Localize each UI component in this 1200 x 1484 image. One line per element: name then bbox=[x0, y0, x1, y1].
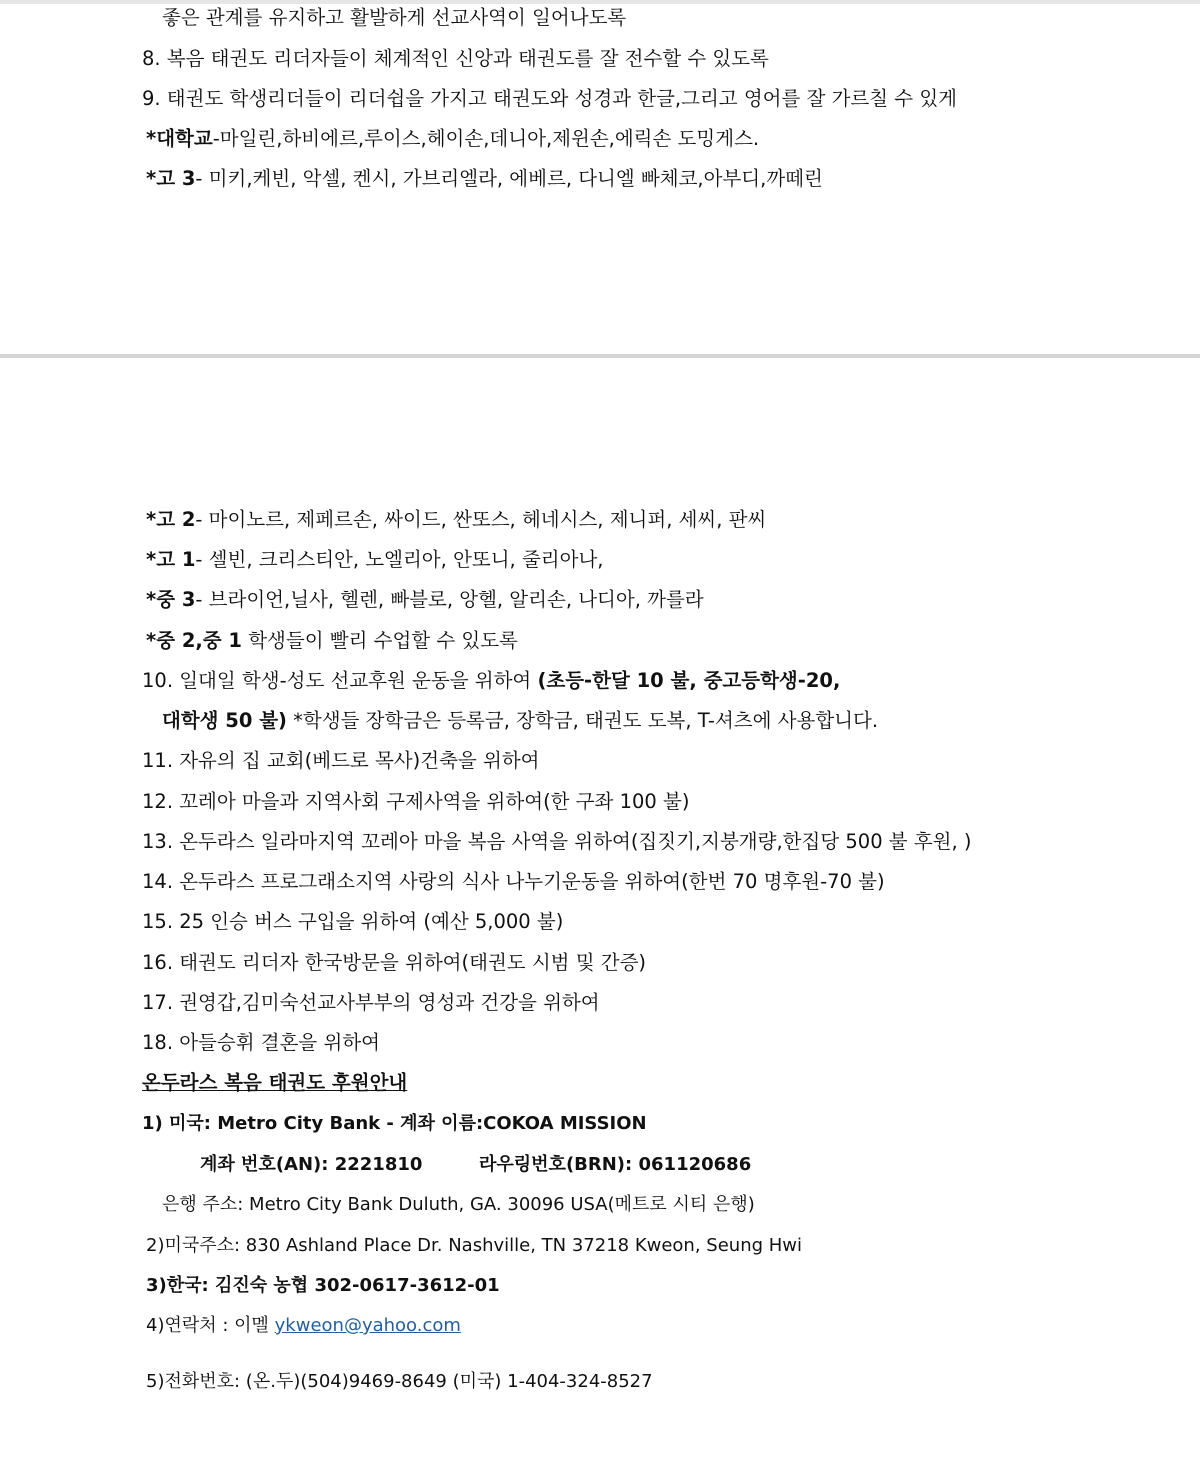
item-text: *학생들 장학금은 등록금, 장학금, 태권도 도복, T-셔츠에 사용합니다. bbox=[286, 709, 879, 732]
group-names: - 셀빈, 크리스티안, 노엘리아, 안또니, 줄리아나, bbox=[195, 548, 604, 571]
group-names: - 마이노르, 제페르손, 싸이드, 싼또스, 헤네시스, 제니퍼, 세씨, 판씨 bbox=[195, 508, 767, 531]
prayer-item-17: 17. 권영갑,김미숙선교사부부의 영성과 건강을 위하여 bbox=[142, 991, 600, 1014]
support-korea-account: 3)한국: 김진숙 농협 302-0617-3612-01 bbox=[146, 1275, 500, 1296]
student-group-grade7-8 bbox=[146, 628, 518, 654]
prayer-item-15: 15. 25 인승 버스 구입을 위하여 (예산 5,000 불) bbox=[142, 910, 564, 933]
prayer-item-8: 8. 복음 태권도 리더자들이 체계적인 신앙과 태권도를 잘 전수할 수 있도록 bbox=[142, 47, 769, 70]
support-routing-number: 라우링번호(BRN): 061120686 bbox=[479, 1154, 752, 1175]
support-heading: 온두라스 복음 태권도 후원안내 bbox=[142, 1071, 408, 1094]
support-bank-address: 은행 주소: Metro City Bank Duluth, GA. 30096 USA(메트로 시티 은행) bbox=[162, 1194, 755, 1215]
student-group-grade12 bbox=[146, 166, 823, 192]
prayer-item-10-continuation bbox=[162, 708, 878, 734]
student-group-grade9 bbox=[146, 587, 704, 613]
student-group-grade10 bbox=[146, 547, 604, 573]
group-label: *중 3 bbox=[146, 588, 196, 611]
prayer-item-14: 14. 온두라스 프로그래소지역 사랑의 식사 나누기운동을 위하여(한번 70 명후원-70 불) bbox=[142, 870, 885, 893]
support-contact bbox=[146, 1313, 461, 1339]
support-us-address: 2)미국주소: 830 Ashland Place Dr. Nashville, TN 37218 Kweon, Seung Hwi bbox=[146, 1235, 803, 1256]
group-label: *중 2,중 1 bbox=[146, 629, 242, 652]
prayer-item-13: 13. 온두라스 일라마지역 꼬레아 마을 복음 사역을 위하여(집짓기,지붕개량,한집당 500 불 후원, ) bbox=[142, 830, 972, 853]
item-amounts: (초등-한달 10 불, 중고등학생-20, bbox=[537, 669, 841, 692]
group-label: *고 2 bbox=[146, 508, 196, 531]
group-label: *고 3 bbox=[146, 167, 196, 190]
group-names: - 미키,케빈, 악셀, 켄시, 가브리엘라, 에베르, 다니엘 빠체코,아부디,까떼린 bbox=[195, 167, 823, 190]
prayer-item-continuation: 좋은 관계를 유지하고 활발하게 선교사역이 일어나도록 bbox=[162, 6, 627, 29]
prayer-item-9: 9. 태권도 학생리더들이 리더쉽을 가지고 태권도와 성경과 한글,그리고 영어를 잘 가르칠 수 있게 bbox=[142, 87, 957, 110]
student-group-grade11 bbox=[146, 507, 766, 533]
group-names: -마일린,하비에르,루이스,헤이손,데니아,제윈손,에릭손 도밍게스. bbox=[212, 127, 760, 150]
page-top-edge bbox=[0, 0, 1200, 4]
prayer-item-16: 16. 태권도 리더자 한국방문을 위하여(태권도 시범 및 간증) bbox=[142, 951, 647, 974]
prayer-item-12: 12. 꼬레아 마을과 지역사회 구제사역을 위하여(한 구좌 100 불) bbox=[142, 790, 690, 813]
item-text: 10. 일대일 학생-성도 선교후원 운동을 위하여 bbox=[142, 669, 538, 692]
group-label: *고 1 bbox=[146, 548, 196, 571]
prayer-item-11: 11. 자유의 집 교회(베드로 목사)건축을 위하여 bbox=[142, 749, 540, 772]
contact-label: 4)연락처 : 이멜 bbox=[146, 1315, 275, 1336]
email-link[interactable]: ykweon@yahoo.com bbox=[274, 1315, 461, 1336]
page-divider bbox=[0, 354, 1200, 358]
support-us-bank: 1) 미국: Metro City Bank - 계좌 이름:COKOA MISSION bbox=[142, 1113, 647, 1134]
support-account-number: 계좌 번호(AN): 2221810 bbox=[200, 1154, 423, 1175]
prayer-item-18: 18. 아들승휘 결혼을 위하여 bbox=[142, 1031, 380, 1054]
group-label: *대학교 bbox=[146, 127, 213, 150]
support-phone: 5)전화번호: (온.두)(504)9469-8649 (미국) 1-404-324-8527 bbox=[146, 1371, 653, 1392]
student-group-university bbox=[146, 126, 759, 152]
prayer-item-10 bbox=[142, 668, 840, 694]
group-names: - 브라이언,닐사, 헬렌, 빠블로, 앙헬, 알리손, 나디아, 까를라 bbox=[195, 588, 704, 611]
group-names: 학생들이 빨리 수업할 수 있도록 bbox=[242, 629, 518, 652]
item-amounts: 대학생 50 불) bbox=[162, 709, 287, 732]
